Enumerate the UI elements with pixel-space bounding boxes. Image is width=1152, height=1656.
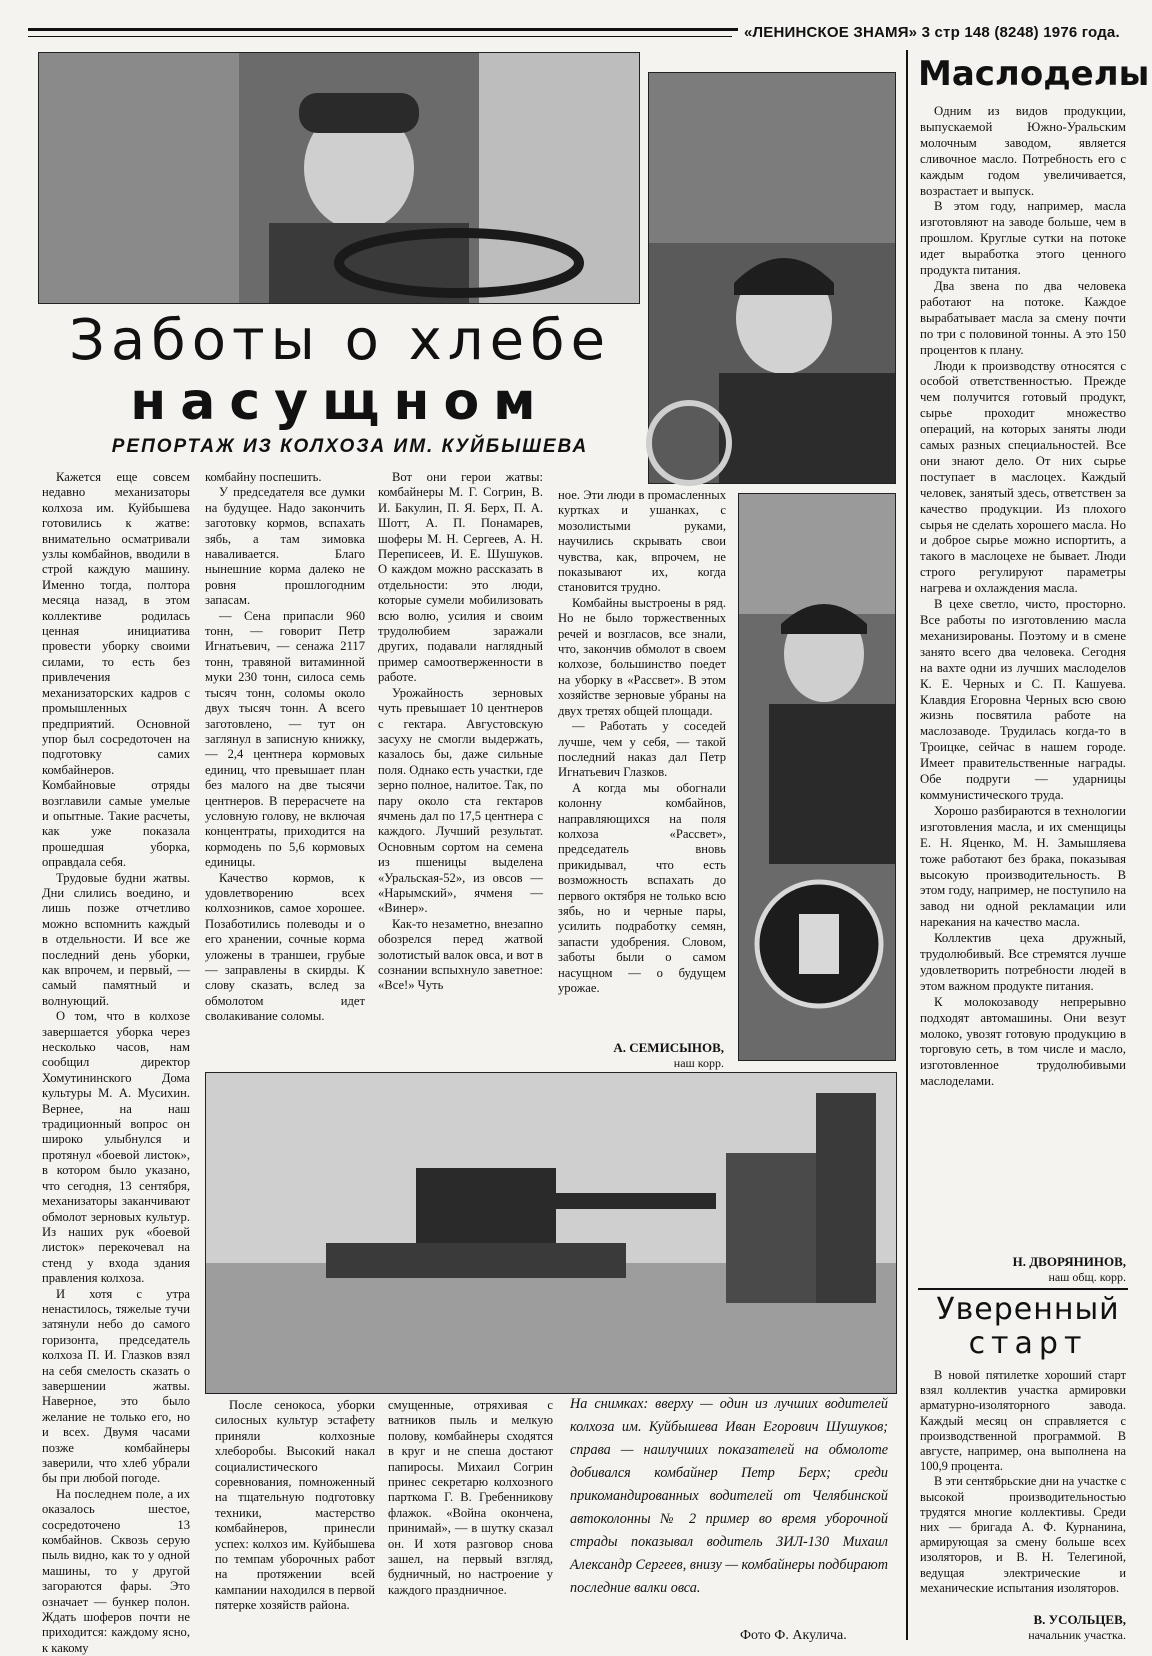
paragraph: В этом году, например, масла изготовляют на заводе больше, чем в прошлом. Круглые сутки на потоке идет выработка этого ценного продукта питания.	[920, 199, 1126, 278]
paragraph: Вот они герои жатвы: комбайнеры М. Г. Согрин, В. И. Бакулин, П. Я. Берх, П. А. Шотт, А. П. Понамарев, шоферы М. Н. Сергеев, А. Н. Переписеев, И. Е. Шушуков. О каждом можно рассказать в отдельности: это люди, которые сумели мобилизовать всю волю, усилия и своим трудолюбием заражали других, подавали наглядный пример самоотверженности в работе.	[378, 470, 543, 685]
paragraph: О том, что в колхозе завершается уборка через несколько часов, нам сообщил директор Хомутининского Дома культуры М. А. Мусихин. Вернее, на наш традиционный вопрос он широко улыбнулся и протянул «боевой листок», в котором было указано, что сегодня, 13 сентября, механизаторы заканчивают обмолот зерновых культур. Из наших рук «боевой листок» перекочевал на стенд у входа здания правления колхоза.	[42, 1009, 190, 1286]
masthead: «ЛЕНИНСКОЕ ЗНАМЯ» 3 стр 148 (8248) 1976 года.	[738, 24, 1134, 46]
article-maslodely-body	[920, 104, 1126, 1254]
subheadline: РЕПОРТАЖ ИЗ КОЛХОЗА ИМ. КУЙБЫШЕВА	[111, 436, 589, 457]
paragraph: В новой пятилетке хороший старт взял коллектив участка армировки арматурно-изоляторного завода. Каждый месяц он справляется с производственной программой. В августе, например, она выполнена на 100,9 процента.	[920, 1368, 1126, 1474]
paragraph: ное. Эти люди в промасленных куртках и ушанках, с мозолистыми руками, научились скрывать свои чувства, как, впрочем, не показывают их, когда становится трудно.	[558, 488, 726, 595]
paragraph: У председателя все думки на будущее. Надо закончить заготовку кормов, вспахать зябь, а там зимовка наваливается. Благо нынешние корма далеко не ровня прошлогодним запасам.	[205, 485, 365, 608]
article-uverenny-start-body	[920, 1368, 1126, 1612]
article-column-1	[42, 470, 190, 1655]
paragraph: Трудовые будни жатвы. Дни слились воедино, и лишь позже отчетливо можно вспомнить каждый в отдельности. И все же последний день уборки, как впрочем, и первый, — самый памятный и волнующий.	[42, 870, 190, 1008]
signature-role: наш корр.	[673, 1056, 724, 1070]
paragraph: Одним из видов продукции, выпускаемой Южно-Уральским молочным заводом, является сливочное масло. Потребность его с каждым годом увеличивается, возрастает и выпуск.	[920, 104, 1126, 198]
article-column-2	[205, 470, 365, 1065]
paragraph: — Работать у соседей лучше, чем у себя, — такой последний наказ дал Петр Игнатьевич Глазков.	[558, 719, 726, 780]
photo-driver-portrait	[648, 72, 896, 484]
photo-driver-in-cab	[38, 52, 640, 304]
paragraph: Комбайны выстроены в ряд. Но не было торжественных речей и возгласов, все знали, что, закончив обмолот в своем колхозе, большинство поедет на уборку в «Рассвет». В этом хозяйстве зерновые убраны на двух третях общей площади.	[558, 595, 726, 718]
article-title-uverenny-start-2: старт	[968, 1326, 1088, 1361]
paragraph: Как-то незаметно, внезапно обозрелся перед жатвой золотистый валок овса, и вот в сознании вспыхнуло заветное: «Все!» Чуть	[378, 916, 543, 993]
paragraph: И хотя с утра ненастилось, тяжелые тучи затянули небо до самого горизонта, председатель колхоза П. И. Глазков взял на себя смелость сказать о завершении жатвы. Наверное, это было желание не только его, но и всех. Двумя часами позже комбайнеры заверили, что хлеб убрали бы при любой погоде.	[42, 1286, 190, 1486]
article-column-4	[558, 488, 726, 1038]
paragraph: К молокозаводу непрерывно подходят автомашины. Они везут молоко, увозят готовую продукцию в торговую сеть, в том числе и масло, изготовленное трудолюбивыми маслоделами.	[920, 994, 1126, 1089]
article-column-3	[378, 470, 543, 1065]
headline-line1: Заботы о хлебе	[68, 308, 612, 373]
paragraph: В эти сентябрьские дни на участке с высокой производительностью трудятся многие коллективы. Среди них — бригада А. Ф. Курнанина, армирующая за смену больше всех изоляторов, и В. Н. Телегиной, ведущая электрические и механические испытания изоляторов.	[920, 1474, 1126, 1595]
signature-name: А. СЕМИСЫНОВ,	[613, 1040, 724, 1055]
paragraph: Люди к производству относятся с особой ответственностью. Прежде чем получится готовый продукт, сырье проходит множество операций, на которых заняты люди самых разных специальностей. Все они знают дело. От них сырье поступает в маслоцех. Каждый человек, занятый здесь, ответствен за качество продукции. Из плохого сырья не сделать хорошего масла. Но и доброе сырье можно испортить, а такого в маслоцехе не бывает. Люди строго регулируют параметры нагрева и охлаждения масла.	[920, 358, 1126, 596]
paragraph: Урожайность зерновых чуть превышает 10 центнеров с гектара. Августовскую засуху не смогли выдержать, казалось бы, даже сильные поля. Однако есть участки, где зерно полное, налитое. Так, по пару около ста гектаров ячмень дал по 17,5 центнера с каждого. Лучший результат. Основным сортом на семена из пшеницы выделена «Уральская-52», из овсов — «Нарымский», ячменя — «Винер».	[378, 685, 543, 916]
article-title-uverenny-start: Уверенный	[936, 1292, 1120, 1327]
signature-name: Н. ДВОРЯНИНОВ,	[1012, 1254, 1126, 1269]
paragraph: Качество кормов, к удовлетворению всех колхозников, самое хорошее. Позаботились полеводы и о его хранении, сочные корма уложены в траншеи, грубые — заправлены в скирды. К слову сказать, вслед за обмолотом идет сволакивание соломы.	[205, 870, 365, 1024]
paragraph: На последнем поле, а их оказалось шестое, сосредоточено 13 комбайнов. Сквозь серую пыль видно, как то у одной машины, то у другой загораются фары. Это означает — бункер полон. Ждать шоферов почти не приходится: каждому ясно, к какому	[42, 1486, 190, 1655]
paragraph: Два звена по два человека работают на потоке. Каждое вырабатывает масла за смену почти по три с половиной тонны. А это 150 процентов к плану.	[920, 278, 1126, 357]
article-title-maslodely: Маслоделы	[918, 54, 1150, 94]
article-bottom-column-1	[215, 1398, 375, 1638]
paragraph: Коллектив цеха дружный, трудолюбивый. Все стремятся лучше удовлетворить потребности людей в этом важном продукте питания.	[920, 931, 1126, 993]
paragraph: А когда мы обогнали колонну комбайнов, направляющихся на поля колхоза «Рассвет», председатель вновь прикидывал, что есть возможность вспахать до первого октября не только всю зябь, но и черные пары, усилить подработку семян, запасти удобрения. Словом, заботы были о самом насущном — о будущем урожае.	[558, 780, 726, 995]
paragraph: смущенные, отряхивая с ватников пыль и мелкую полову, комбайнеры сходятся в круг и не спеша достают папиросы. Михаил Согрин принес секретарю колхозного парткома Г. В. Гребенникову флажок. «Война окончена, принимай», — в шутку сказал он. И хотя разговор снова зашел, на первый взгляд, будничный, но настроение у каждого праздничное.	[388, 1398, 553, 1597]
paragraph: комбайну поспешить.	[205, 470, 322, 484]
paragraph: Хорошо разбираются в технологии изготовления масла, и их сменщицы Е. Н. Яценко, М. Н. Замышляева тоже работают без брака, показывая высокую производительность. В этом году, например, не поступило на завод ни одной рекламации или нарекания на качество масла.	[920, 803, 1126, 930]
photo-combines-in-field	[205, 1072, 897, 1394]
headline-line2: насущном	[130, 372, 550, 432]
paragraph: После сенокоса, уборки силосных культур эстафету приняли колхозные хлеборобы. Высокий накал социалистического соревнования, помноженный на тщательную подготовку техники, мастерство комбайнеров, принесли успех: колхоз им. Куйбышева по темпам уборочных работ на протяжении всей кампании находился в первой пятерке хозяйств района.	[215, 1398, 375, 1613]
column-divider	[906, 50, 908, 1640]
photo-caption: На снимках: вверху — один из лучших водителей колхоза им. Куйбышева Иван Егорович Шушуков; справа — наилучших показателей на обмолоте добивался комбайнер Петр Берх; среди прикомандированных водителей от Челябинской автоколонны № 2 пример во время уборочной страды показывал водитель ЗИЛ-130 Михаил Александр Сергеев, внизу — комбайнеры подбирают последние валки овса.	[570, 1396, 888, 1596]
paragraph: В цехе светло, чисто, просторно. Все работы по изготовлению масла механизированы. Поэтому и в смене занято всего два человека. Сегодня на вахте одни из лучших маслоделов К. Е. Черных и С. П. Кашуева. Клавдия Егоровна Черных всю свою жизнь посвятила работе на маслозаводе. Трудилась когда-то в Троицке, сейчас в нашем городе. Имеет правительственные награды. Обе подруги — ударницы коммунистического труда.	[920, 597, 1126, 802]
paragraph: Кажется еще совсем недавно механизаторы колхоза им. Куйбышева готовились к жатве: внимательно осматривали узлы комбайнов, вводили в строй каждую машину. Именно тогда, полтора месяца назад, в этом коллективе родилась ценная инициатива провести уборку своими силами, то есть без привлечения механизаторских кадров с промышленных предприятий. Основной упор был сосредоточен на подготовку самих комбайнеров. Комбайновые отряды возглавили самые умелые и опытные. Такие расчеты, как уже показала прошедшая уборка, оправдала себя.	[42, 470, 190, 870]
signature-name: В. УСОЛЬЦЕВ,	[1033, 1612, 1126, 1627]
top-rule-thin	[28, 36, 732, 37]
paragraph: — Сена припасли 960 тонн, — говорит Петр Игнатьевич, — сенажа 2117 тонн, травяной витаминной муки 230 тонн, силоса семь тысяч тонн, соломы около двух тысяч тонн. А всего заготовлено, — тут он заглянул в записную книжку, — 2,4 центнера кормовых единиц, что превышает план без малого на две тысячи центнеров. В перерасчете на условную голову, не включая концентраты, приходится на кормодень по 5,6 кормовых единицы.	[205, 608, 365, 870]
photo-credit: Фото Ф. Акулича.	[740, 1628, 847, 1643]
article-bottom-column-2	[388, 1398, 553, 1638]
signature-role: наш общ. корр.	[1048, 1270, 1126, 1284]
photo-combiner-berh	[738, 493, 896, 1061]
section-divider	[918, 1288, 1128, 1290]
signature-role: начальник участка.	[1028, 1628, 1126, 1642]
